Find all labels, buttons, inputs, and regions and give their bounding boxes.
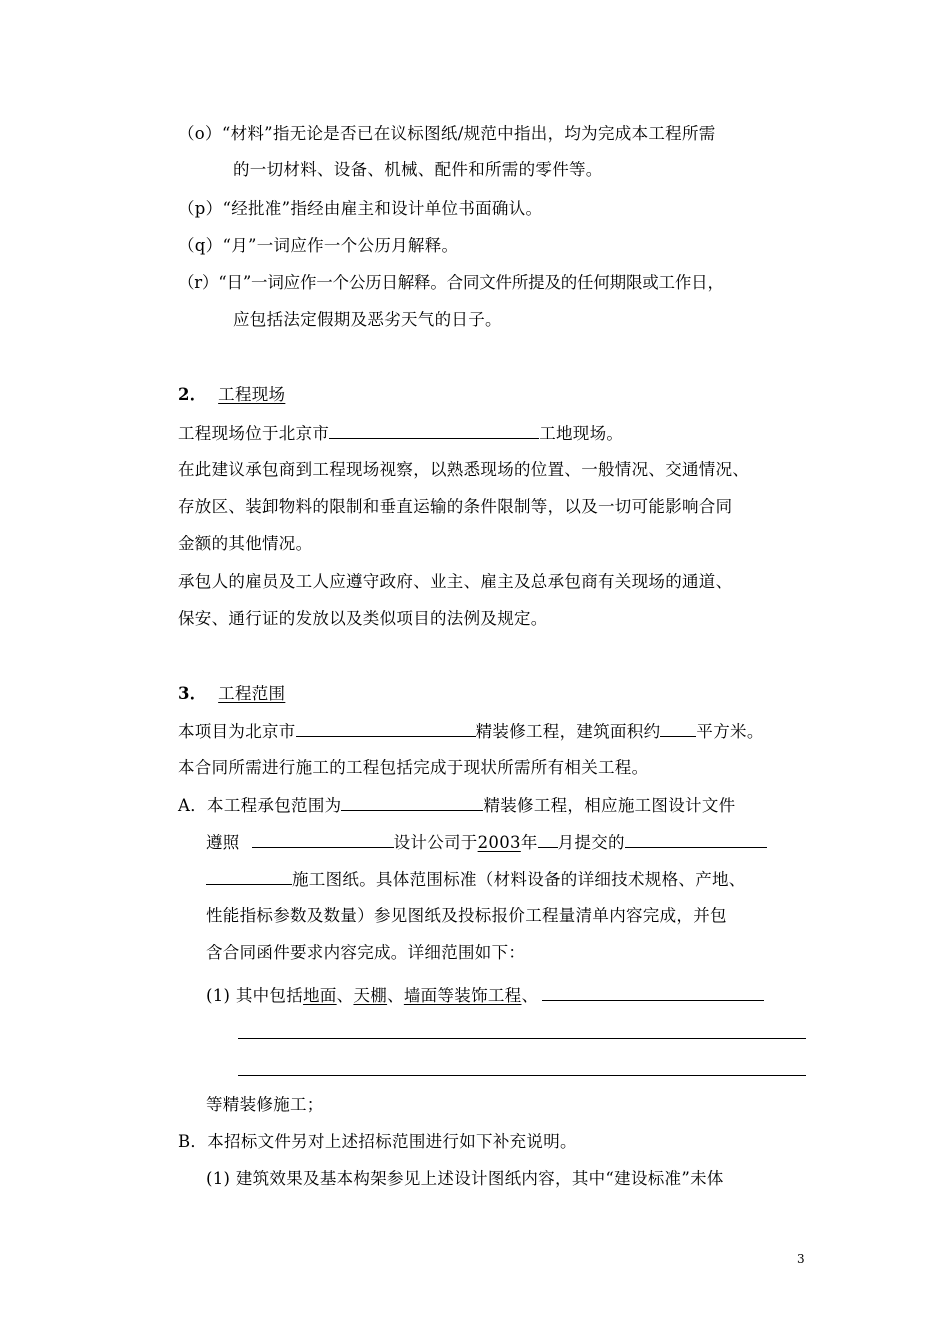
- section-2-number: 2．: [178, 385, 207, 404]
- item-A-line3: [206, 867, 746, 892]
- site-suffix: 工地现场。: [539, 424, 624, 443]
- floor-text: 地面: [303, 986, 337, 1005]
- item-B-label: B．: [178, 1132, 208, 1151]
- definition-r-line1: （r）“日”一词应作一个公历日解释。合同文件所提及的任何期限或工作日，: [178, 273, 724, 292]
- item-A-prefix: 本工程承包范围为: [207, 796, 342, 815]
- sub-item-1-end: 等精装修施工；: [206, 1095, 324, 1114]
- fill-in-line-2: [238, 1075, 806, 1076]
- item-A-line5: 含合同函件要求内容完成。详细范围如下：: [206, 943, 526, 962]
- definition-p: （p）“经批准”指经由雇主和设计单位书面确认。: [178, 199, 543, 218]
- design-company-text: 设计公司于: [393, 833, 478, 852]
- site-location-line: [178, 421, 623, 446]
- area-blank: [660, 719, 696, 737]
- definition-o-line1: （o）“材料”指无论是否已在议标图纸/规范中指出，均为完成本工程所需: [178, 124, 716, 143]
- item-B-line: [178, 1130, 577, 1154]
- project-suffix: 平方米。: [696, 722, 764, 741]
- sub-item-1-line: [206, 983, 764, 1008]
- site-visit-line1: 在此建议承包商到工程现场视察，以熟悉现场的位置、一般情况、交通情况、: [178, 460, 750, 479]
- scope-blank: [341, 793, 483, 811]
- drawing-name-blank: [625, 830, 767, 848]
- separator: 、: [387, 986, 404, 1005]
- section-3-heading: [178, 682, 285, 706]
- definition-r-line2: 应包括法定假期及恶劣天气的日子。: [233, 310, 502, 329]
- sub-item-1-prefix: (1) 其中包括: [206, 986, 304, 1005]
- site-visit-line3: 金额的其他情况。: [178, 534, 313, 553]
- year-value: 2003: [477, 833, 521, 852]
- contract-scope-line: 本合同所需进行施工的工程包括完成于现状所需所有相关工程。: [178, 758, 649, 777]
- item-A-line3-text: 施工图纸。具体范围标准（材料设备的详细技术规格、产地、: [292, 870, 746, 889]
- submitted-text: 月提交的: [557, 833, 625, 852]
- site-rules-line1: 承包人的雇员及工人应遵守政府、业主、雇主及总承包商有关现场的通道、: [178, 572, 733, 591]
- item-A-line2: [206, 830, 767, 855]
- year-text: 年: [520, 833, 538, 852]
- design-company-blank: [252, 830, 394, 848]
- project-line: [178, 719, 764, 744]
- item-A-line4: 性能指标参数及数量）参见图纸及投标报价工程量清单内容完成，并包: [206, 906, 727, 925]
- section-2-heading: [178, 383, 285, 407]
- ceiling-text: 天棚: [353, 986, 388, 1005]
- other-works-blank: [542, 983, 764, 1001]
- definition-o-line2: 的一切材料、设备、机械、配件和所需的零件等。: [233, 160, 603, 179]
- item-B-text: 本招标文件另对上述招标范围进行如下补充说明。: [207, 1132, 577, 1151]
- site-rules-line2: 保安、通行证的发放以及类似项目的法例及规定。: [178, 609, 548, 628]
- item-A-label: A．: [178, 796, 208, 815]
- separator: 、: [521, 986, 539, 1005]
- project-prefix: 本项目为北京市: [178, 722, 296, 741]
- item-A-line1: [178, 793, 735, 818]
- comply-text: 遵照: [206, 833, 240, 852]
- wall-text: 墙面等装饰工程: [403, 986, 522, 1005]
- project-name-blank: [296, 719, 476, 737]
- month-blank: [538, 830, 558, 848]
- section-2-title: 工程现场: [218, 385, 286, 404]
- item-A-suffix: 精装修工程，相应施工图设计文件: [483, 796, 736, 815]
- site-address-blank: [329, 421, 539, 439]
- page-number: 3: [797, 1252, 805, 1266]
- definition-q: （q）“月”一词应作一个公历月解释。: [178, 236, 459, 255]
- separator: 、: [336, 986, 354, 1005]
- section-3-number: 3．: [178, 684, 207, 703]
- site-prefix: 工程现场位于北京市: [178, 424, 330, 443]
- item-B-sub-1: (1) 建筑效果及基本构架参见上述设计图纸内容，其中“建设标准”未体: [206, 1169, 724, 1188]
- project-middle: 精装修工程，建筑面积约: [475, 722, 661, 741]
- drawing-name-blank-cont: [206, 867, 292, 885]
- section-3-title: 工程范围: [218, 684, 286, 703]
- site-visit-line2: 存放区、装卸物料的限制和垂直运输的条件限制等，以及一切可能影响合同: [178, 497, 733, 516]
- fill-in-line-1: [238, 1038, 806, 1039]
